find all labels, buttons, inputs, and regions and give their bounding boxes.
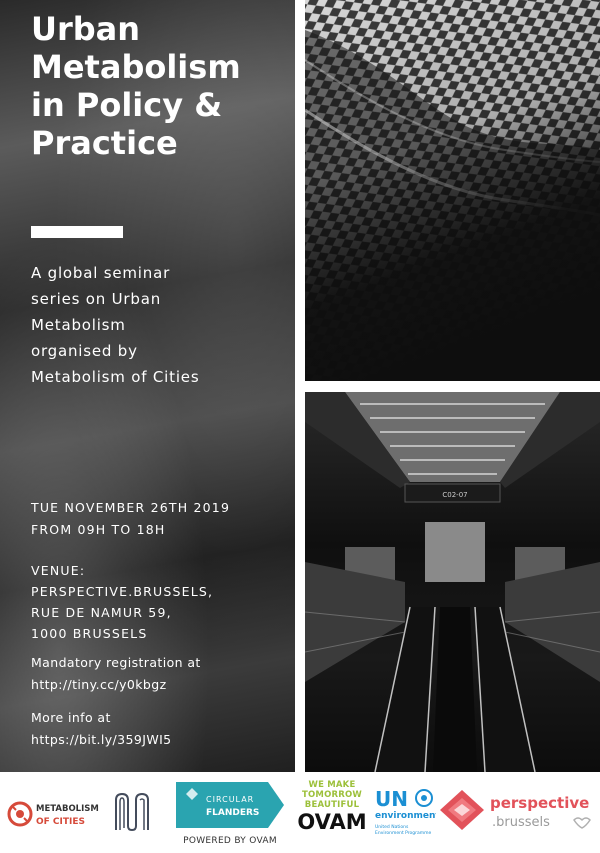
title-line: in Policy &	[31, 86, 223, 124]
un-environment-logo	[374, 784, 436, 846]
more-info-label: More info at	[31, 710, 111, 725]
subtitle-line: series on Urban	[31, 290, 162, 308]
station-escalator-image	[305, 392, 600, 772]
circular-flanders-logo	[176, 782, 284, 850]
title-line: Urban	[31, 10, 141, 48]
station-sign-text: C02-07	[442, 491, 468, 499]
title-line: Practice	[31, 124, 178, 162]
un-env-text: environment	[375, 811, 436, 821]
more-info	[31, 707, 172, 751]
un-emblem-icon	[374, 784, 436, 846]
time-line: FROM 09H TO 18H	[31, 522, 166, 537]
metabolism-line2: OF CITIES	[36, 817, 86, 827]
registration-link[interactable]: http://tiny.cc/y0kbgz	[31, 677, 167, 692]
powered-by-text: POWERED BY OVAM	[183, 836, 277, 846]
venue-line: PERSPECTIVE.BRUSSELS,	[31, 584, 214, 599]
ovam-tagline	[296, 780, 368, 810]
partner-logos	[0, 772, 600, 853]
architecture-photo-top	[305, 0, 600, 381]
perspective-line2: .brussels	[492, 815, 550, 830]
subtitle-line: Metabolism	[31, 316, 126, 334]
venue-line: 1000 BRUSSELS	[31, 626, 148, 641]
poster-title	[31, 10, 291, 162]
ovam-tagline-line: TOMORROW	[301, 790, 362, 800]
poster-subtitle	[31, 260, 281, 390]
ovam-tagline-line: WE MAKE	[308, 780, 356, 790]
circular-line1: CIRCULAR	[206, 795, 255, 804]
m-outline-logo	[112, 790, 162, 836]
text-panel	[0, 0, 295, 772]
m-outline-icon	[112, 790, 162, 836]
venue-line: RUE DE NAMUR 59,	[31, 605, 172, 620]
registration-label: Mandatory registration at	[31, 655, 201, 670]
venue-label: VENUE:	[31, 563, 86, 578]
subtitle-line: organised by	[31, 342, 138, 360]
metabolism-cities-icon	[6, 794, 106, 834]
perspective-brussels-mark	[440, 786, 596, 842]
un-sub-line: United Nations	[375, 825, 409, 830]
circular-line2: FLANDERS	[206, 808, 260, 818]
date-line: TUE NOVEMBER 26TH 2019	[31, 500, 231, 515]
event-date	[31, 497, 230, 541]
architecture-photo-bottom	[305, 392, 600, 772]
ovam-name: OVAM	[297, 810, 367, 834]
perspective-line1: perspective	[490, 794, 590, 812]
subtitle-line: A global seminar	[31, 264, 171, 282]
metabolism-of-cities-logo	[6, 794, 106, 834]
title-divider	[31, 226, 123, 238]
title-line: Metabolism	[31, 48, 241, 86]
metabolism-line1: METABOLISM	[36, 804, 99, 814]
more-info-link[interactable]: https://bit.ly/359JWI5	[31, 732, 172, 747]
subtitle-line: Metabolism of Cities	[31, 368, 200, 386]
un-top-text: UN	[375, 787, 408, 811]
perspective-brussels-logo	[440, 786, 596, 842]
registration-info	[31, 652, 201, 696]
ovam-logo	[296, 780, 368, 850]
facade-lattice-image	[305, 0, 600, 381]
circular-flanders-badge	[176, 782, 284, 828]
ovam-tagline-line: BEAUTIFUL	[304, 800, 360, 810]
event-venue	[31, 560, 213, 644]
un-sub-line: Environment Programme	[375, 831, 432, 836]
